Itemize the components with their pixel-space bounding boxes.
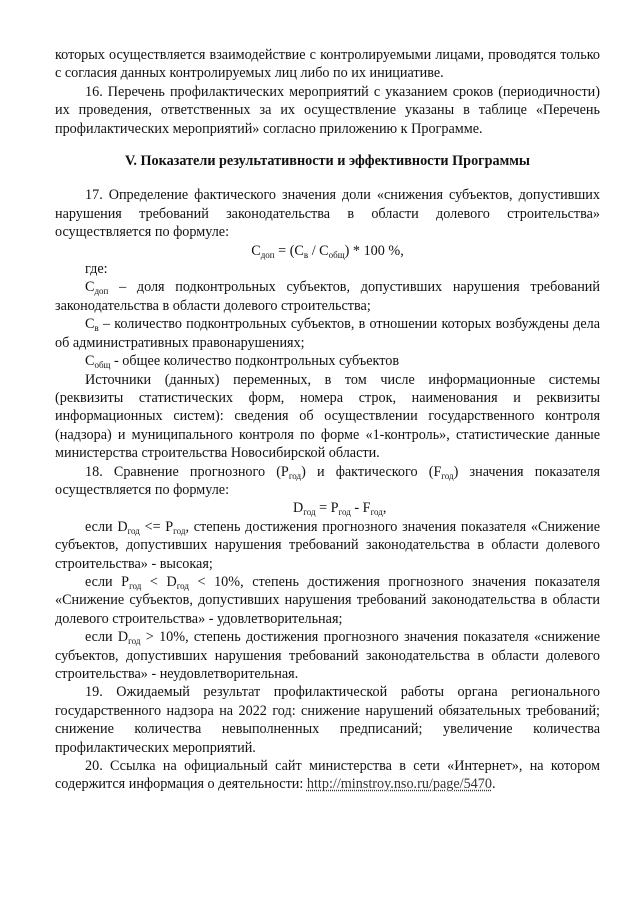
- definition-cdop: $С_{доп}$ – доля подконтрольных субъектов, допустивших нарушения требований законодательства в области долевого строительства;: [55, 279, 600, 314]
- section-heading: V. Показатели результативности и эффективности Программы: [124, 153, 531, 170]
- definition-cv: $С_в$ – количество подконтрольных субъектов, в отношении которых возбуждены дела об административных правонарушениях;: [55, 316, 600, 351]
- paragraph-18: 18. Сравнение прогнозного $(Р_{год})$ и фактического $(F_{год})$ значения показателя осуществляется по формуле:: [55, 463, 600, 498]
- paragraph-continuation: которых осуществляется взаимодействие с контролируемыми лицами, проводятся только с согласия данных контролируемых лиц либо по их инициативе.: [55, 47, 600, 82]
- formula-deviation: $D_{год} = Р_{год} - F_{год}$,: [293, 500, 387, 518]
- document-page: [55, 46, 600, 794]
- ministry-website-link[interactable]: http://minstroy.nso.ru/page/5470: [306, 776, 492, 793]
- definition-cobsh: $С_{общ}$ - общее количество подконтрольных субъектов: [85, 353, 400, 371]
- condition-high: если $D_{год} <= Р_{год}$, степень достижения прогнозного значения показателя «Снижение субъектов, допустивших нарушения требований законодательства в области долевого строительства» - высокая;: [55, 518, 600, 572]
- paragraph-16: 16. Перечень профилактических мероприятий с указанием сроков (периодичности) их проведения, ответственных за их осуществление указаны в таблице «Перечень профилактических мероприятий» согласно приложению к Программе.: [55, 83, 600, 137]
- condition-satisfactory: если $Р_{год} < D_{год} < 10\%$, степень достижения прогнозного значения показателя «Снижение субъектов, допустивших нарушения требований законодательства в области долевого строительства» - удовлетворительная;: [55, 573, 600, 627]
- paragraph-17: 17. Определение фактического значения доли «снижения субъектов, допустивших нарушения требований законодательства в области долевого строительства» осуществляется по формуле:: [55, 187, 600, 241]
- sources-paragraph: Источники (данных) переменных, в том числе информационные системы (реквизиты статистических форм, номера строк, наименования и реквизиты информационных систем): сведения об осуществлении государственного контроля (надзора) и муниципального контроля по форме «1-контроль», статистические данные министерства строительства Новосибирской области.: [55, 371, 600, 462]
- formula-share: $С_{доп} = (С_в / С_{общ}) * 100$ %,: [251, 242, 404, 260]
- paragraph-19: 19. Ожидаемый результат профилактической работы органа регионального государственного надзора на 2022 год: снижение нарушений обязательных требований; снижение количества невыполненных предписаний; увеличение количества профилактических мероприятий.: [55, 684, 600, 756]
- paragraph-20: 20. Ссылка на официальный сайт министерства в сети «Интернет», на котором содержится информация о деятельности: http://minstroy.nso.ru/page/5470.: [55, 758, 600, 793]
- condition-unsatisfactory: если $D_{год} > 10\%$, степень достижения прогнозного значения показателя «снижение субъектов, допустивших нарушения требований законодательства в области долевого строительства» - неудовлетворительная.: [55, 629, 600, 682]
- where-label: где:: [85, 261, 108, 278]
